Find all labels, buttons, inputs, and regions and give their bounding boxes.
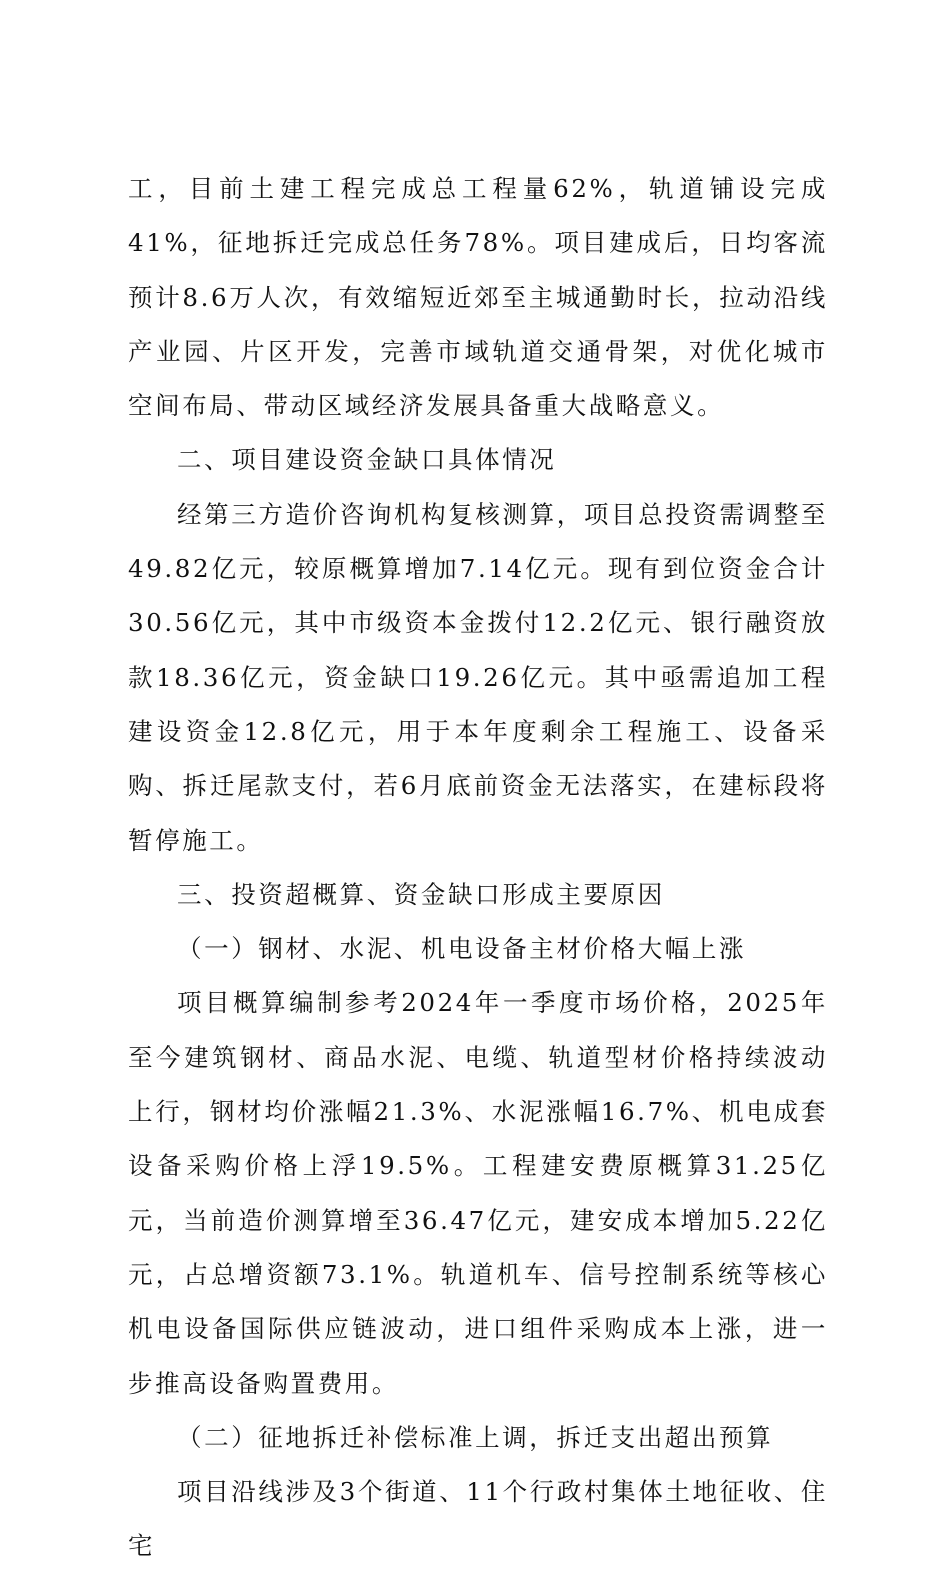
section-heading-causes: 三、投资超概算、资金缺口形成主要原因 xyxy=(177,879,665,909)
document-body xyxy=(128,162,828,1574)
subheading-material-prices: （一）钢材、水泥、机电设备主材价格大幅上涨 xyxy=(177,934,747,964)
paragraph-land-acquisition: 项目沿线涉及3个街道、11个行政村集体土地征收、住宅 xyxy=(128,1477,828,1561)
paragraph-project-progress: 工，目前土建工程完成总工程量62%，轨道铺设完成41%，征地拆迁完成总任务78%。项目建成后，日均客流预计8.6万人次，有效缩短近郊至主城通勤时长，拉动沿线产业园、片区开发，完善市域轨道交通骨架，对优化城市空间布局、带动区域经济发展具备重大战略意义。 xyxy=(128,174,828,421)
paragraph-funding-gap: 经第三方造价咨询机构复核测算，项目总投资需调整至49.82亿元，较原概算增加7.14亿元。现有到位资金合计30.56亿元，其中市级资本金拨付12.2亿元、银行融资放款18.36亿元，资金缺口19.26亿元。其中亟需追加工程建设资金12.8亿元，用于本年度剩余工程施工、设备采购、拆迁尾款支付，若6月底前资金无法落实，在建标段将暂停施工。 xyxy=(128,499,828,855)
section-heading-funding-gap: 二、项目建设资金缺口具体情况 xyxy=(177,445,557,475)
subheading-land-acquisition: （二）征地拆迁补偿标准上调，拆迁支出超出预算 xyxy=(177,1422,774,1452)
paragraph-material-prices: 项目概算编制参考2024年一季度市场价格，2025年至今建筑钢材、商品水泥、电缆、轨道型材价格持续波动上行，钢材均价涨幅21.3%、水泥涨幅16.7%、机电成套设备采购价格上浮19.5%。工程建安费原概算31.25亿元，当前造价测算增至36.47亿元，建安成本增加5.22亿元，占总增资额73.1%。轨道机车、信号控制系统等核心机电设备国际供应链波动，进口组件采购成本上涨，进一步推高设备购置费用。 xyxy=(128,988,828,1398)
